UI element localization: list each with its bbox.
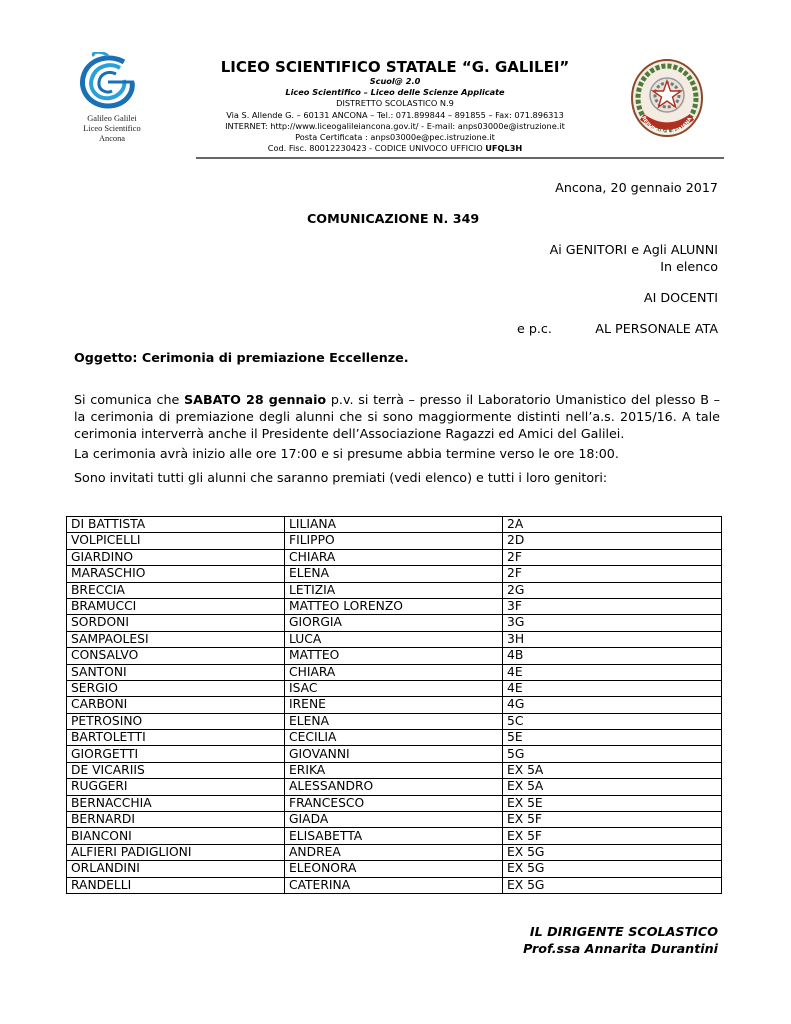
subject: Oggetto: Cerimonia di premiazione Eccellenze. [74,350,409,365]
school-logo [62,52,162,152]
logo-caption-2: Liceo Scientifico [83,124,141,133]
cell-class: 2F [503,566,722,582]
internet-line: INTERNET: http://www.liceogalileiancona.gov.it/ - E-mail: anps03000e@istruzione.it [225,120,565,131]
galilei-logo-icon [72,52,152,114]
cell-name: ELENA [285,566,503,582]
table-row [67,680,722,696]
cell-class: 4B [503,648,722,664]
table-row [67,861,722,877]
italian-republic-emblem [628,57,706,139]
recipients-epc: e p.c. [517,321,552,336]
recipients-line-2: In elenco [660,258,718,274]
table-row [67,697,722,713]
cell-surname: RANDELLI [67,877,285,893]
cell-surname: SERGIO [67,680,285,696]
recipients-docenti: AI DOCENTI [643,290,718,305]
table-row [67,549,722,565]
school-subtitle: Liceo Scientifico – Liceo delle Scienze Applicate [285,87,505,98]
logo-caption-3: Ancona [98,134,126,143]
students-table-body [67,517,722,894]
pec-line: Posta Certificata : anps03000e@pec.istruzione.it [295,132,495,143]
cell-class: 4E [503,680,722,696]
recipients-ata: AL PERSONALE ATA [595,321,718,336]
cell-surname: DE VICARIIS [67,762,285,778]
cell-name: ANDREA [285,844,503,860]
cell-name: ERIKA [285,762,503,778]
cell-class: EX 5G [503,844,722,860]
event-date: SABATO 28 gennaio [184,392,327,407]
cell-class: EX 5G [503,861,722,877]
cell-name: ELISABETTA [285,828,503,844]
office-code: UFQL3H [485,143,523,154]
paragraph-1 [74,392,720,442]
cell-surname: ALFIERI PADIGLIONI [67,844,285,860]
cell-class: EX 5A [503,762,722,778]
cell-class: 3H [503,631,722,647]
cell-name: MATTEO [285,648,503,664]
cell-name: LUCA [285,631,503,647]
cell-surname: ORLANDINI [67,861,285,877]
paragraph-1-start: Si comunica che [74,392,185,407]
cell-name: MATTEO LORENZO [285,598,503,614]
cell-surname: GIORGETTI [67,746,285,762]
cell-class: 5C [503,713,722,729]
communication-number: COMUNICAZIONE N. 349 [307,211,480,226]
cell-class: 4E [503,664,722,680]
cell-surname: CONSALVO [67,648,285,664]
cell-class: 5G [503,746,722,762]
cell-class: EX 5A [503,779,722,795]
table-row [67,877,722,893]
cell-class: EX 5F [503,812,722,828]
cell-surname: VOLPICELLI [67,533,285,549]
cell-surname: MARASCHIO [67,566,285,582]
cell-surname: GIARDINO [67,549,285,565]
codes-line [180,143,610,154]
cell-surname: SANTONI [67,664,285,680]
tagline: Scuol@ 2.0 [369,76,421,86]
cell-name: LETIZIA [285,582,503,598]
table-row [67,582,722,598]
table-row [67,533,722,549]
signature-name: Prof.ssa Annarita Durantini [523,941,718,956]
cell-name: FRANCESCO [285,795,503,811]
table-row [67,615,722,631]
table-row [67,795,722,811]
cell-surname: BRECCIA [67,582,285,598]
cell-surname: BARTOLETTI [67,730,285,746]
emblem-icon [628,57,706,139]
cell-class: 2F [503,549,722,565]
cell-class: 5E [503,730,722,746]
cell-name: GIOVANNI [285,746,503,762]
cell-name: CHIARA [285,549,503,565]
cell-name: IRENE [285,697,503,713]
cell-name: ELEONORA [285,861,503,877]
cell-class: 4G [503,697,722,713]
table-row [67,648,722,664]
cell-name: ELENA [285,713,503,729]
signature [523,923,718,957]
cell-name: LILIANA [285,517,503,533]
cell-name: FILIPPO [285,533,503,549]
table-row [67,779,722,795]
cell-class: 2G [503,582,722,598]
cell-surname: BERNARDI [67,812,285,828]
table-row [67,812,722,828]
cell-name: GIADA [285,812,503,828]
cell-name: CATERINA [285,877,503,893]
codes-prefix: Cod. Fisc. 80012230423 - CODICE UNIVOCO UFFICIO [267,143,486,154]
header-rule [196,157,724,159]
cell-class: 3F [503,598,722,614]
table-row [67,844,722,860]
cell-name: ISAC [285,680,503,696]
cell-class: 2A [503,517,722,533]
cell-surname: PETROSINO [67,713,285,729]
table-row [67,517,722,533]
cell-surname: BRAMUCCI [67,598,285,614]
table-row [67,746,722,762]
table-row [67,631,722,647]
cell-class: EX 5E [503,795,722,811]
cell-name: GIORGIA [285,615,503,631]
table-row [67,713,722,729]
table-row [67,762,722,778]
table-row [67,598,722,614]
cell-surname: BERNACCHIA [67,795,285,811]
cell-name: ALESSANDRO [285,779,503,795]
students-table [66,516,722,894]
recipients-line-1: Ai GENITORI e Agli ALUNNI [549,242,718,257]
cell-surname: RUGGERI [67,779,285,795]
cell-surname: SAMPAOLESI [67,631,285,647]
cell-surname: CARBONI [67,697,285,713]
table-row [67,730,722,746]
paragraph-2: La cerimonia avrà inizio alle ore 17:00 e si presume abbia termine verso le ore 18:00. [74,446,619,461]
date-line: Ancona, 20 gennaio 2017 [555,180,718,195]
paragraph-1-rest: p.v. si terrà – presso il Laboratorio Umanistico del plesso B – la cerimonia di premiazione degli alunni che si sono maggiormente distinti nell’a.s. 2015/16. A tale cerimonia interverrà anche il Presidente dell’Associazione Ragazzi ed Amici del Galilei. [74,392,720,441]
cell-surname: SORDONI [67,615,285,631]
paragraph-3: Sono invitati tutti gli alunni che saranno premiati (vedi elenco) e tutti i loro genitori: [74,470,608,485]
table-row [67,828,722,844]
signature-role: IL DIRIGENTE SCOLASTICO [529,924,718,939]
cell-class: EX 5F [503,828,722,844]
table-row [67,566,722,582]
cell-name: CHIARA [285,664,503,680]
letterhead [180,58,610,154]
cell-surname: DI BATTISTA [67,517,285,533]
emblem-text: REPUBBLICA ITALIANA [640,115,694,137]
logo-caption-1: Galileo Galilei [87,114,137,123]
cell-class: EX 5G [503,877,722,893]
table-row [67,664,722,680]
school-name: LICEO SCIENTIFICO STATALE “G. GALILEI” [220,58,570,76]
district: DISTRETTO SCOLASTICO N.9 [336,98,454,109]
cell-class: 2D [503,533,722,549]
address: Via S. Allende G. – 60131 ANCONA – Tel.: 071.899844 – 891855 – Fax: 071.896313 [226,109,564,120]
cell-class: 3G [503,615,722,631]
recipients [550,242,718,276]
cell-name: CECILIA [285,730,503,746]
cell-surname: BIANCONI [67,828,285,844]
